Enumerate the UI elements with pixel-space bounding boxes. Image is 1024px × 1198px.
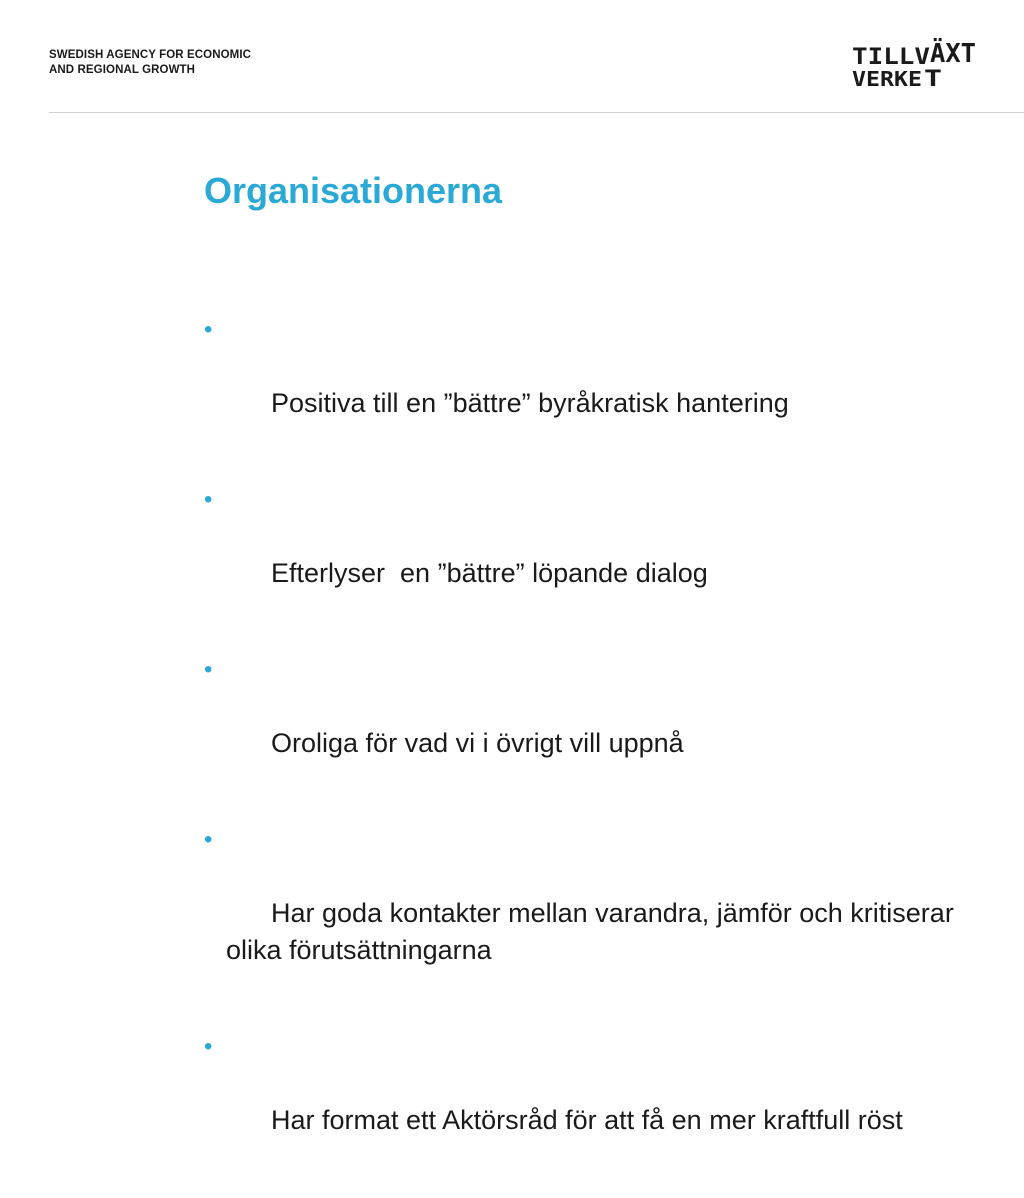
bullet-icon: • [204,1033,213,1060]
tillvaxtverket-logo-mark [850,38,978,90]
agency-name-line-1: SWEDISH AGENCY FOR ECONOMIC [49,49,252,61]
bullet-list [201,311,981,1198]
svg-text:VERKE: VERKE [852,67,922,91]
svg-text:ÄXT: ÄXT [930,39,977,69]
tillvaxtverket-logo [850,38,978,90]
bullet-item [201,311,981,459]
bullet-icon: • [204,826,213,853]
svg-text:T: T [924,67,942,92]
agency-name-line-2: AND REGIONAL GROWTH [49,64,196,76]
bullet-icon: • [204,316,213,343]
agency-name [49,48,251,78]
bullet-item [201,481,981,629]
bullet-item [201,821,981,1006]
bullet-icon: • [204,656,213,683]
bullet-icon: • [204,486,213,513]
header-divider [49,112,1024,113]
svg-text:TILLV: TILLV [852,45,930,70]
slide-title: Organisationerna [204,170,503,211]
bullet-text: Har goda kontakter mellan varandra, jämför och kritiserar olika förutsättningarna [226,898,962,965]
bullet-item [201,1028,981,1176]
bullet-text: Oroliga för vad vi i övrigt vill uppnå [271,728,684,758]
bullet-text: Positiva till en ”bättre” byråkratisk hantering [271,388,789,418]
bullet-text: Efterlyser en ”bättre” löpande dialog [271,558,708,588]
bullet-item [201,651,981,799]
bullet-text: Har format ett Aktörsråd för att få en mer kraftfull röst [271,1105,903,1135]
